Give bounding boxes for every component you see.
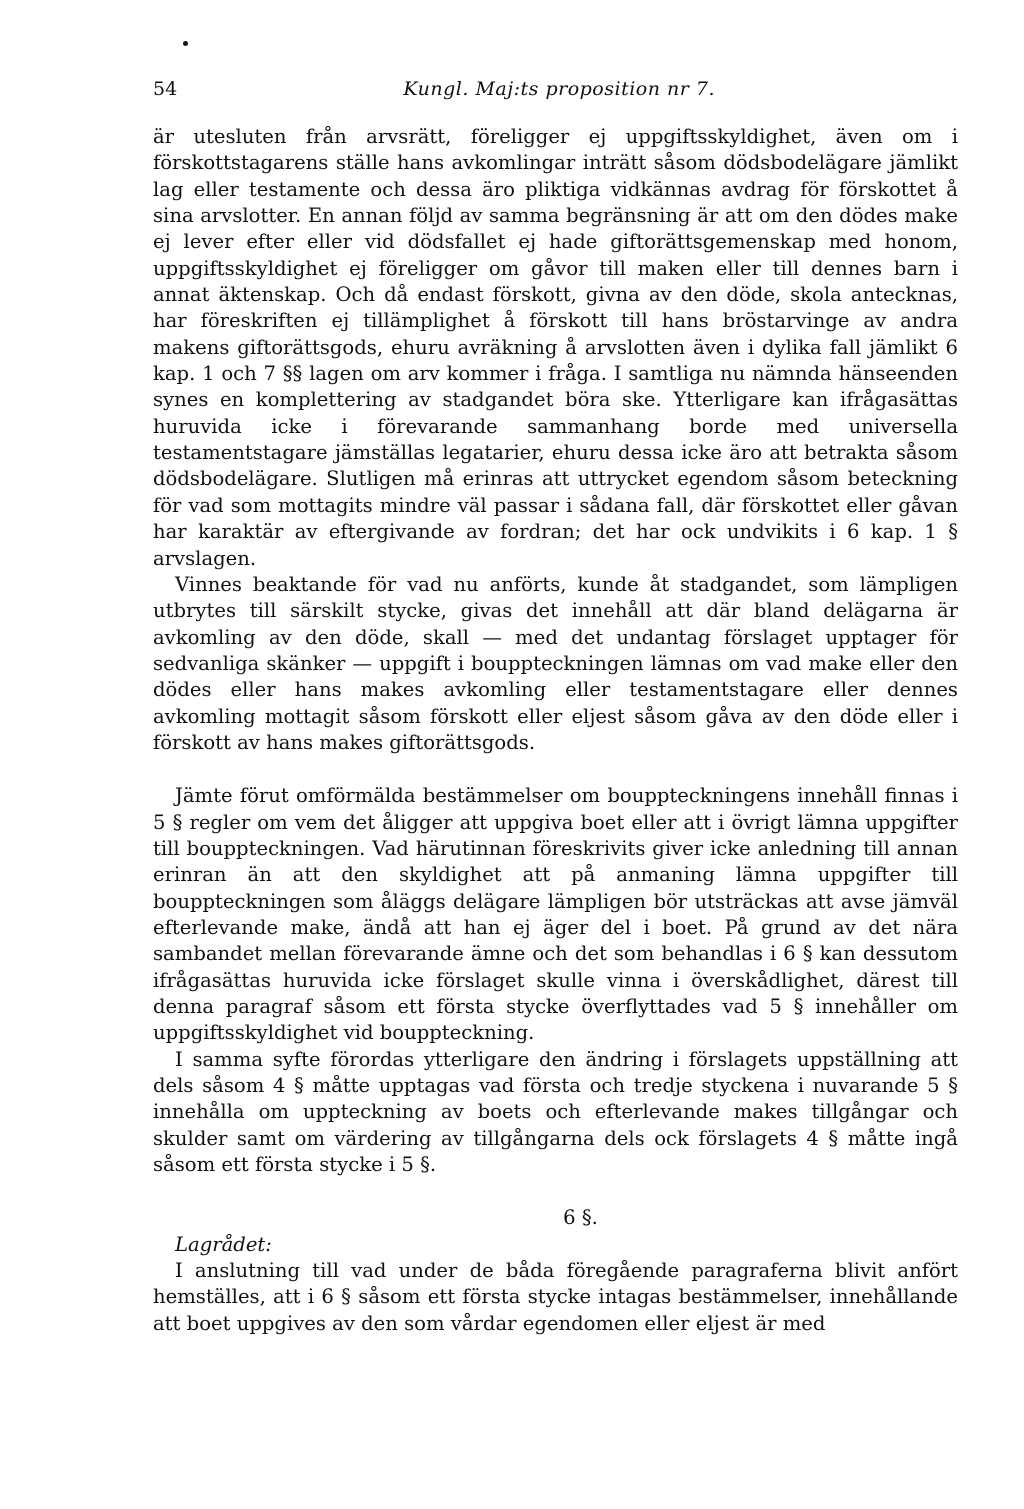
running-head: Kungl. Maj:ts proposition nr 7.	[403, 78, 715, 100]
paragraph-continued: är utesluten från arvsrätt, föreligger ej uppgiftsskyldighet, även om i förskottstagarens ställe hans avkomlingar inträtt såsom dödsbodelägare jämlikt lag eller testamente och dessa äro pliktiga vidkännas avdrag för förskottet å sina arvslotter. En annan följd av samma begränsning är att om den dödes make ej lever efter eller vid dödsfallet ej hade giftorättsgemenskap med honom, uppgiftsskyldighet ej föreligger om gåvor till maken eller till dennes barn i annat äktenskap. Och då endast förskott, givna av den döde, skola antecknas, har föreskriften ej tillämplighet å förskott till hans bröstarvinge av andra makens giftorättsgods, ehuru avräkning å arvslotten även i dylika fall jämlikt 6 kap. 1 och 7 §§ lagen om arv kommer i fråga. I samtliga nu nämnda hänseenden synes en komplettering av stadgandet böra ske. Ytterligare kan ifrågasättas huruvida icke i förevarande sammanhang borde med universella testamentstagare jämställas legatarier, ehuru dessa icke äro att betrakta såsom dödsbodelägare. Slutligen må erinras att uttrycket egendom såsom beteckning för vad som mottagits mindre väl passar i sådana fall, där förskottet eller gåvan har karaktär av eftergivande av fordran; det har ock undvikits i 6 kap. 1 § arvslagen.	[153, 125, 958, 570]
page-number: 54	[153, 78, 178, 100]
paragraph: Vinnes beaktande för vad nu anförts, kunde åt stadgandet, som lämpligen utbrytes till särskilt stycke, givas det innehåll att där bland delägarna är avkomling av den döde, skall — med det undantag förslaget upptager för sedvanliga skänker — uppgift i bouppteckningen lämnas om vad make eller den dödes eller hans makes avkomling eller testamentstagare eller dennes avkomling mottagit såsom förskott eller eljest såsom gåva av den döde eller i förskott av hans makes giftorättsgods.	[153, 572, 958, 754]
paragraph: Jämte förut omförmälda bestämmelser om bouppteckningens innehåll finnas i 5 § regler om vem det åligger att uppgiva boet eller att i övrigt lämna uppgifter till bouppteckningen. Vad härutinnan föreskrivits giver icke anledning till annan erinran än att den skyldighet att på anmaning lämna uppgifter till bouppteckningen som åläggs delägare lämpligen bör utsträckas att avse jämväl efterlevande make, ändå att han ej äger del i boet. På grund av det nära sambandet mellan förevarande ämne och det som behandlas i 6 § kan dessutom ifrågasättas huruvida icke förslaget skulle vinna i överskådlighet, därest till denna paragraf såsom ett första stycke överflyttades vad 5 § innehåller om uppgiftsskyldighet vid bouppteckning.	[153, 784, 958, 1045]
scan-speck	[183, 41, 188, 46]
body-text	[153, 124, 958, 1337]
lagradet-label: Lagrådet:	[175, 1232, 272, 1256]
lagradet-paragraph: I anslutning till vad under de båda föregående paragraferna blivit anfört hemställes, att i 6 § såsom ett första stycke intagas bestämmelser, innehållande att boet uppgives av den som vårdar egendomen eller eljest är med	[153, 1259, 958, 1335]
section-heading: 6 §.	[563, 1206, 598, 1230]
page-header	[153, 74, 715, 104]
paragraph: I samma syfte förordas ytterligare den ändring i förslagets uppställning att dels såsom 4 § måtte upptagas vad första och tredje styckena i nuvarande 5 § innehålla om uppteckning av boets och efterlevande makes tillgångar och skulder samt om värdering av tillgångarna dels ock förslagets 4 § måtte ingå såsom ett första stycke i 5 §.	[153, 1047, 958, 1177]
